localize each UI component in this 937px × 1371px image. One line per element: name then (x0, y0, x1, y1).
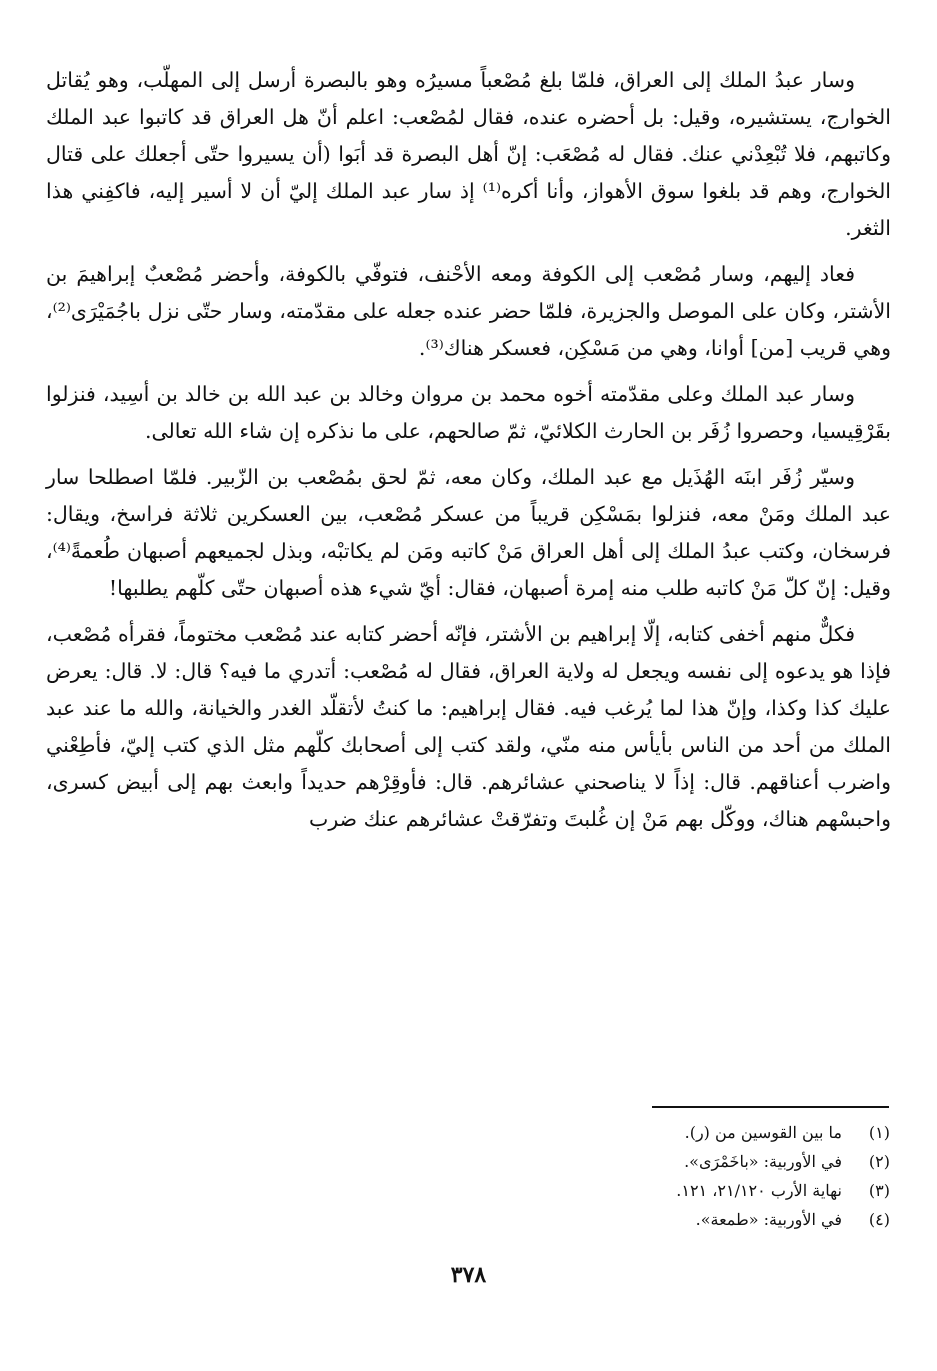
footnote-text: نهاية الأرب ٢١/١٢٠، ١٢١. (676, 1181, 842, 1200)
footnote-3 (380, 1176, 890, 1205)
paragraph-3: وسار عبد الملك وعلى مقدّمته أخوه محمد بن مروان وخالد بن عبد الله بن خالد بن أسِيد، فنزلوا بقَرْقِيسيا، وحصروا زُفَر بن الحارث الكلائيّ، ثمّ صالحهم، على ما نذكره إن شاء الله تعالى. (46, 382, 891, 443)
footnote-divider (652, 1106, 889, 1108)
footnote-number: (٤) (868, 1210, 890, 1229)
main-text (46, 62, 891, 847)
footnote-text: في الأوربية: «طمعة». (695, 1210, 842, 1229)
paragraph-5: فكلٌّ منهم أخفى كتابه، إلّا إبراهيم بن الأشتر، فإنّه أحضر كتابه عند مُصْعب مختوماً، فقرأه مُصْعب، فإذا هو يدعوه إلى نفسه ويجعل له ولاية العراق، فقال له مُصْعب: أتدري ما فيه؟ قال: لا. قال: يعرض عليك كذا وكذا، وإنّ هذا لما يُرغب فيه. فقال إبراهيم: ما كنتُ لأتقلّد الغدر والخيانة، والله ما عند عبد الملك من أحد من الناس بأيأس منه منّي، ولقد كتب إلى أصحابك كلّهم مثل الذي كتب إليّ، فأطِعْني واضرب أعناقهم. قال: إذاً لا يناصحني عشائرهم. قال: فأوقِرْهم حديداً وابعث بهم إلى أبيض كسرى، واحبسْهم هناك، ووكّل بهم مَنْ إن غُلبتَ وتفرّقتْ عشائرهم عنك ضرب (46, 622, 891, 831)
footnote-4 (380, 1205, 890, 1234)
footnote-number: (١) (868, 1123, 890, 1142)
footnote-2 (380, 1147, 890, 1176)
footnote-number: (٣) (868, 1181, 890, 1200)
footnote-text: في الأوربية: «باخَمْرَى». (684, 1152, 842, 1171)
paragraph-1: وسار عبدُ الملك إلى العراق، فلمّا بلغ مُصْعباً مسيرُه وهو بالبصرة أرسل إلى المهلّب، وهو يُقاتل الخوارج، يستشيره، وقيل: بل أحضره عنده، فقال لمُصْعب: اعلم أنّ هل العراق قد كاتبوا عبد الملك وكاتبهم، فلا تُبْعِدْني عنك. فقال له مُصْعَب: إنّ أهل البصرة قد أبَوا (أن يسيروا حتّى أجعلك على قتال الخوارج، وهم قد بلغوا سوق الأهواز، وأنا أكره⁽¹⁾ إذ سار عبد الملك إليّ أن لا أسير إليه، فاكفِني هذا الثغر. (46, 68, 892, 240)
footnote-1 (380, 1118, 890, 1147)
footnote-number: (٢) (868, 1152, 890, 1171)
footnotes (380, 1118, 890, 1234)
footnote-text: ما بين القوسين من (ر). (684, 1123, 842, 1142)
page-number: ٣٧٨ (450, 1262, 487, 1288)
paragraph-2: فعاد إليهم، وسار مُصْعب إلى الكوفة ومعه الأحْنف، فتوفّي بالكوفة، وأحضر مُصْعبٌ إبراهيمَ بن الأشتر، وكان على الموصل والجزيرة، فلمّا حضر عنده جعله على مقدّمته، وسار حتّى نزل باجُمَيْرَى⁽²⁾، وهي قريب [من] أوانا، وهي من مَسْكِن، فعسكر هناك⁽³⁾. (46, 262, 891, 360)
paragraph-4: وسيّر زُفَر ابنَه الهُذَيل مع عبد الملك، وكان معه، ثمّ لحق بمُصْعب بن الزّبير. فلمّا اصطلحا سار عبد الملك ومَنْ معه، فنزلوا بمَسْكِن قريباً من عسكر مُصْعب، بين العسكرين ثلاثة فراسخ، ويقال: فرسخان، وكتب عبدُ الملك إلى أهل العراق مَنْ كاتبه ومَن لم يكاتبْه، وبذل لجميعهم أصبهان طُعمةً⁽⁴⁾، وقيل: إنّ كلّ مَنْ كاتبه طلب منه إمرة أصبهان، فقال: أيّ شيء هذه أصبهان حتّى كلّهم يطلبها! (46, 465, 891, 600)
